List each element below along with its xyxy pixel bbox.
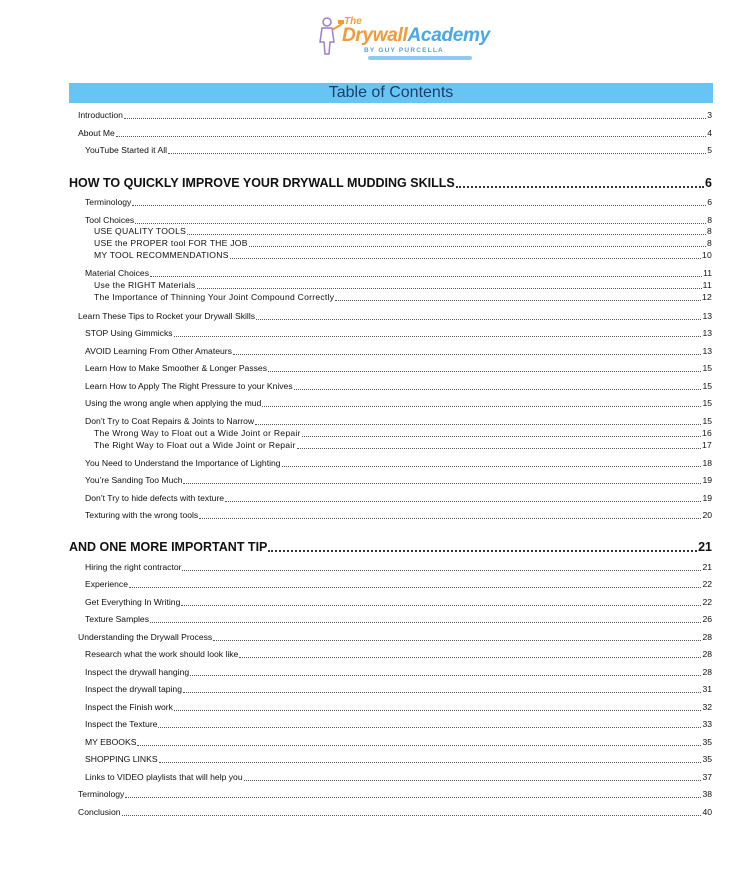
toc-entry[interactable]: [85, 510, 712, 521]
toc-entry[interactable]: [85, 579, 712, 590]
toc-entry[interactable]: [78, 632, 712, 643]
toc-entry[interactable]: [94, 250, 712, 261]
dot-leader: [129, 587, 701, 588]
toc-entry[interactable]: [85, 649, 712, 660]
toc-entry[interactable]: [78, 807, 712, 818]
dot-leader: [268, 371, 701, 372]
toc-entry-label: Terminology: [85, 197, 132, 207]
dot-leader: [124, 118, 706, 119]
toc-entry[interactable]: [94, 428, 712, 439]
toc-entry-label: Use the RIGHT Materials: [94, 280, 196, 290]
toc-entry[interactable]: [85, 719, 712, 730]
dot-leader: [150, 276, 702, 277]
dot-leader: [297, 448, 701, 449]
toc-entry-label: Inspect the drywall taping: [85, 684, 182, 694]
toc-entry-label: Terminology: [78, 789, 125, 799]
toc-entry-page: 5: [707, 145, 712, 155]
toc-entry[interactable]: [85, 416, 712, 427]
toc-entry-page: 19: [702, 475, 712, 485]
toc-entry-page: 18: [702, 458, 712, 468]
dot-leader: [125, 797, 701, 798]
toc-entry-label: Inspect the drywall hanging: [85, 667, 190, 677]
dot-leader: [302, 436, 701, 437]
toc-entry[interactable]: [85, 772, 712, 783]
toc-entry[interactable]: [85, 754, 712, 765]
toc-title: Table of Contents: [328, 84, 454, 101]
toc-entry-page: 15: [702, 381, 712, 391]
dot-leader: [244, 780, 702, 781]
toc-entry-page: 32: [702, 702, 712, 712]
dot-leader: [335, 300, 701, 301]
toc-entry[interactable]: [85, 493, 712, 504]
toc-entry-label: STOP Using Gimmicks: [85, 328, 173, 338]
toc-entry-label: Understanding the Drywall Process: [78, 632, 213, 642]
toc-entry-label: HOW TO QUICKLY IMPROVE YOUR DRYWALL MUDDING SKILLS: [69, 176, 455, 190]
toc-entry-page: 4: [707, 128, 712, 138]
dot-leader: [132, 205, 706, 206]
toc-entry[interactable]: [85, 398, 712, 409]
dot-leader: [255, 424, 701, 425]
logo-brand-drywall: Drywall: [342, 25, 408, 46]
dot-leader: [249, 246, 706, 247]
toc-entry[interactable]: [94, 292, 712, 303]
dot-leader: [174, 336, 702, 337]
toc-entry-label: USE the PROPER tool FOR THE JOB: [94, 238, 248, 248]
dot-leader: [230, 258, 701, 259]
toc-entry-label: Conclusion: [78, 807, 121, 817]
toc-entry-page: 28: [702, 632, 712, 642]
dot-leader: [183, 483, 701, 484]
toc-entry-label: The Wrong Way to Float out a Wide Joint or Repair: [94, 428, 301, 438]
toc-entry-page: 11: [702, 280, 712, 290]
toc-entry[interactable]: [85, 614, 712, 625]
toc-entry-label: Hiring the right contractor: [85, 562, 182, 572]
toc-entry[interactable]: [94, 440, 712, 451]
dot-leader: [159, 762, 702, 763]
toc-entry-page: 17: [701, 440, 712, 450]
toc-entry-label: Learn How to Apply The Right Pressure to your Knives: [85, 381, 293, 391]
toc-entry[interactable]: [85, 737, 712, 748]
toc-entry-page: 28: [702, 667, 712, 677]
toc-entry-label: You Need to Understand the Importance of Lighting: [85, 458, 281, 468]
toc-entry-label: Using the wrong angle when applying the mud: [85, 398, 262, 408]
toc-entry-label: Links to VIDEO playlists that will help you: [85, 772, 243, 782]
dot-leader: [182, 570, 701, 571]
toc-entry-page: 20: [702, 510, 712, 520]
dot-leader: [158, 727, 701, 728]
toc-entry-page: 31: [702, 684, 712, 694]
toc-entry[interactable]: [85, 702, 712, 713]
toc-entry-page: 6: [705, 176, 712, 190]
toc-entry[interactable]: [94, 226, 712, 237]
dot-leader: [256, 319, 701, 320]
toc-entry-page: 11: [703, 268, 712, 278]
dot-leader: [168, 153, 706, 154]
toc-entry-label: USE QUALITY TOOLS: [94, 226, 187, 236]
dot-leader: [137, 745, 701, 746]
dot-leader: [239, 657, 701, 658]
toc-entry-label: AND ONE MORE IMPORTANT TIP: [69, 540, 268, 554]
dot-leader: [174, 710, 702, 711]
dot-leader: [456, 186, 704, 188]
toc-entry[interactable]: [85, 562, 712, 573]
dot-leader: [294, 389, 702, 390]
dot-leader: [199, 518, 701, 519]
toc-entry-label: Inspect the Finish work: [85, 702, 173, 712]
dot-leader: [116, 136, 706, 137]
toc-entry-label: Get Everything In Writing: [85, 597, 181, 607]
toc-entry[interactable]: [85, 145, 712, 156]
toc-entry-page: 37: [702, 772, 712, 782]
toc-entry-label: The Importance of Thinning Your Joint Compound Correctly: [94, 292, 335, 302]
toc-entry[interactable]: [78, 789, 712, 800]
toc-entry-page: 35: [702, 737, 712, 747]
toc-entry-label: MY EBOOKS: [85, 737, 137, 747]
toc-entry[interactable]: [94, 238, 712, 249]
toc-entry-label: The Right Way to Float out a Wide Joint or Repair: [94, 440, 296, 450]
toc-entry[interactable]: [78, 128, 712, 139]
dot-leader: [135, 223, 706, 224]
dot-leader: [183, 692, 701, 693]
toc-entry-label: SHOPPING LINKS: [85, 754, 158, 764]
toc-entry[interactable]: [85, 667, 712, 678]
toc-entry-page: 15: [702, 363, 712, 373]
toc-entry-page: 40: [702, 807, 712, 817]
toc-entry-page: 26: [702, 614, 712, 624]
dot-leader: [122, 815, 702, 816]
toc-entry-label: Learn These Tips to Rocket your Drywall Skills: [78, 311, 256, 321]
toc-entry-page: 6: [707, 197, 712, 207]
dot-leader: [225, 501, 701, 502]
toc-entry-page: 21: [698, 540, 712, 554]
toc-entry-page: 22: [702, 579, 712, 589]
toc-entry-label: Material Choices: [85, 268, 149, 278]
dot-leader: [181, 605, 701, 606]
dot-leader: [150, 622, 701, 623]
toc-entry-page: 10: [701, 250, 712, 260]
toc-entry-label: Inspect the Texture: [85, 719, 158, 729]
toc-entry-page: 38: [702, 789, 712, 799]
toc-entry-page: 19: [702, 493, 712, 503]
toc-entry-page: 8: [706, 238, 712, 248]
toc-entry-label: You’re Sanding Too Much: [85, 475, 183, 485]
toc-entry[interactable]: [85, 197, 712, 208]
toc-entry[interactable]: [78, 311, 712, 322]
toc-entry-page: 22: [702, 597, 712, 607]
toc-entry[interactable]: [85, 475, 712, 486]
toc-entry[interactable]: [85, 458, 712, 469]
dot-leader: [190, 675, 701, 676]
toc-entry-label: Tool Choices: [85, 215, 135, 225]
dot-leader: [282, 466, 702, 467]
toc-entry-label: YouTube Started it All: [85, 145, 168, 155]
toc-entry[interactable]: [85, 363, 712, 374]
toc-entry-label: Don’t Try to hide defects with texture: [85, 493, 224, 503]
toc-entry-page: 13: [702, 311, 712, 321]
toc-entry-label: Introduction: [78, 110, 123, 120]
toc-entry-page: 15: [702, 398, 712, 408]
toc-entry-page: 35: [702, 754, 712, 764]
toc-entry[interactable]: [85, 215, 712, 226]
toc-entry-page: 12: [701, 292, 712, 302]
toc-entry-page: 28: [702, 649, 712, 659]
toc-entry[interactable]: [85, 684, 712, 695]
toc-entry-label: MY TOOL RECOMMENDATIONS: [94, 250, 229, 260]
logo-byline: BY GUY PURCELLA: [364, 47, 444, 54]
toc-entry-page: 3: [707, 110, 712, 120]
toc-entry-label: Experience: [85, 579, 128, 589]
toc-entry[interactable]: [85, 328, 712, 339]
toc-entry[interactable]: [85, 346, 712, 357]
toc-entry-page: 33: [702, 719, 712, 729]
toc-entry[interactable]: [85, 597, 712, 608]
logo-the: The: [344, 16, 362, 27]
toc-entry-page: 16: [701, 428, 712, 438]
dot-leader: [262, 406, 701, 407]
toc-entry-page: 13: [702, 328, 712, 338]
dot-leader: [213, 640, 701, 641]
toc-entry-label: Research what the work should look like: [85, 649, 239, 659]
toc-entry-page: 21: [702, 562, 712, 572]
logo-brand-academy: Academy: [407, 25, 490, 46]
dot-leader: [187, 234, 706, 235]
dot-leader: [268, 550, 697, 552]
toc-entry[interactable]: [78, 110, 712, 121]
toc-entry-page: 15: [702, 416, 712, 426]
dot-leader: [233, 354, 701, 355]
toc-entry-label: Texturing with the wrong tools: [85, 510, 199, 520]
toc-chapter[interactable]: [69, 176, 712, 191]
toc-entry-page: 13: [702, 346, 712, 356]
toc-entry-label: Learn How to Make Smoother & Longer Passes: [85, 363, 267, 373]
toc-entry[interactable]: [85, 268, 712, 279]
toc-entry-page: 8: [706, 226, 712, 236]
toc-entry-label: Texture Samples: [85, 614, 150, 624]
dot-leader: [197, 288, 702, 289]
toc-entry-label: AVOID Learning From Other Amateurs: [85, 346, 232, 356]
toc-entry-page: 8: [707, 215, 712, 225]
toc-chapter[interactable]: [69, 540, 712, 555]
toc-entry[interactable]: [94, 280, 712, 291]
toc-entry-label: Don’t Try to Coat Repairs & Joints to Narrow: [85, 416, 255, 426]
toc-entry[interactable]: [85, 381, 712, 392]
toc-entry-label: About Me: [78, 128, 115, 138]
